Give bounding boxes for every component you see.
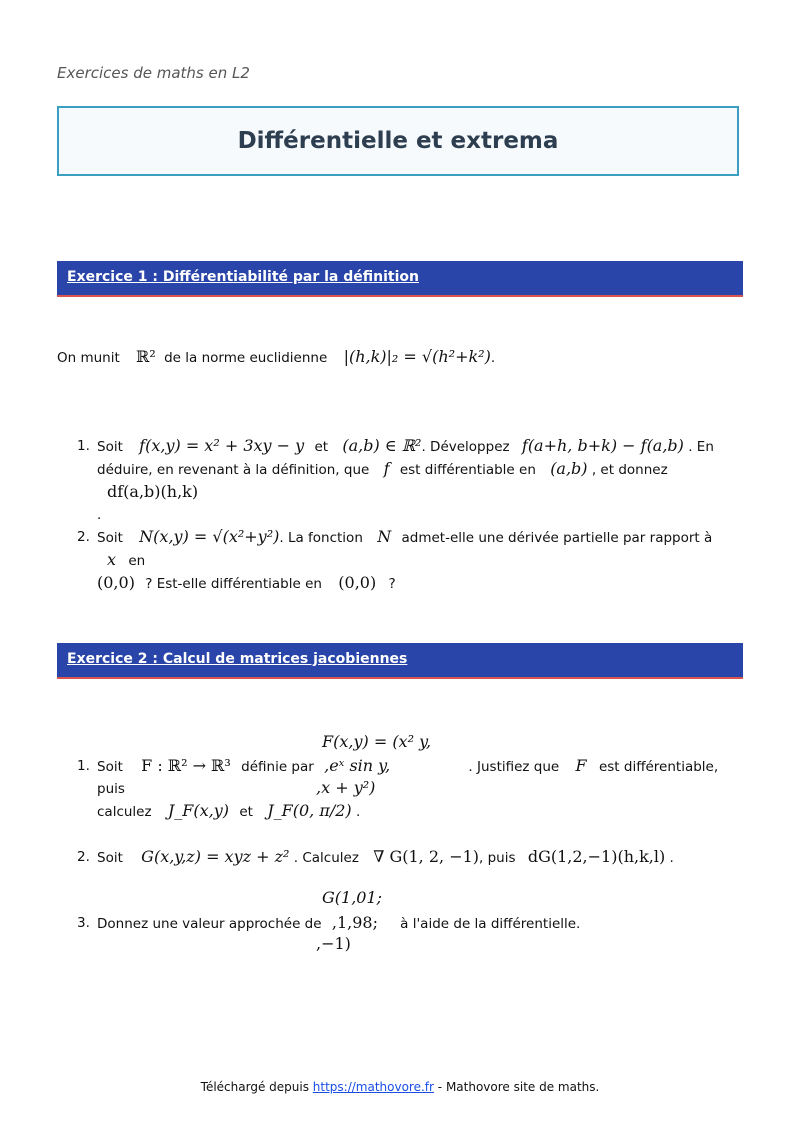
footer-link[interactable]: https://mathovore.fr bbox=[312, 1080, 434, 1094]
math-dg: dG(1,2,−1)(h,k,l) bbox=[527, 847, 666, 866]
exercise-2-header bbox=[57, 643, 743, 679]
footer-text: Téléchargé depuis bbox=[200, 1080, 309, 1094]
item-text: . Calculez bbox=[293, 850, 359, 866]
item-text: Soit bbox=[97, 759, 123, 775]
math-G-line3: ,−1) bbox=[316, 934, 351, 953]
math-origin: (0,0) bbox=[338, 573, 377, 592]
math-point: (a,b) ∈ ℝ² bbox=[342, 436, 422, 455]
item-text: , et donnez bbox=[591, 462, 668, 478]
math-function-g: G(x,y,z) = xyz + z² bbox=[141, 847, 290, 866]
item-text: . La fonction bbox=[279, 530, 363, 546]
math-G-line1: G(1,01; bbox=[322, 888, 383, 907]
item-text: et bbox=[239, 804, 253, 820]
item-text: . Justifiez que bbox=[468, 759, 560, 775]
item-text: Soit bbox=[97, 530, 123, 546]
item-text: . En déduire, en revenant à la définition, que bbox=[97, 439, 714, 478]
item-number: 2. bbox=[77, 529, 90, 545]
exercise-2-title[interactable]: Exercice 2 : Calcul de matrices jacobiennes bbox=[67, 651, 408, 667]
math-gradient: ∇ G(1, 2, −1) bbox=[373, 847, 480, 866]
intro-text: de la norme euclidienne bbox=[164, 350, 328, 366]
exercise-1-header bbox=[57, 261, 743, 297]
math-function-n: N(x,y) = √(x²+y²) bbox=[139, 527, 280, 546]
math-F: F bbox=[575, 756, 587, 775]
math-jacobian-at-point: J_F(0, π/2) bbox=[267, 801, 352, 820]
item-text: , puis bbox=[479, 850, 516, 866]
item-text: à l'aide de la différentielle. bbox=[400, 916, 581, 932]
item-text: ? Est-elle différentiable en bbox=[145, 576, 322, 592]
footer bbox=[0, 1080, 800, 1094]
math-F-line3: ,x + y²) bbox=[316, 778, 376, 797]
math-norm: |(h,k)|₂ = √(h²+k²) bbox=[343, 347, 491, 366]
item-text: . bbox=[97, 507, 102, 523]
item-text: définie par bbox=[241, 759, 314, 775]
item-number: 1. bbox=[77, 438, 90, 454]
math-x: x bbox=[107, 550, 117, 569]
math-F-line1: F(x,y) = (x² y, bbox=[322, 732, 432, 751]
list-item bbox=[77, 526, 743, 595]
site-kicker: Exercices de maths en L2 bbox=[57, 64, 250, 82]
item-text: ? bbox=[388, 576, 396, 592]
item-text: . bbox=[355, 804, 361, 820]
math-f: f bbox=[383, 459, 390, 478]
math-function-f: f(x,y) = x² + 3xy − y bbox=[139, 436, 305, 455]
item-number: 1. bbox=[77, 758, 90, 774]
item-number: 3. bbox=[77, 915, 90, 931]
item-text: Soit bbox=[97, 850, 123, 866]
footer-text: - Mathovore site de maths. bbox=[437, 1080, 600, 1094]
title-box bbox=[57, 106, 739, 176]
item-text: admet-elle une dérivée partielle par rapport à bbox=[401, 530, 713, 546]
exercise-1-title[interactable]: Exercice 1 : Différentiabilité par la définition bbox=[67, 269, 419, 285]
item-text: calculez bbox=[97, 804, 152, 820]
math-increment: f(a+h, b+k) − f(a,b) bbox=[521, 436, 684, 455]
math-jacobian: J_F(x,y) bbox=[167, 801, 230, 820]
item-text: est différentiable en bbox=[399, 462, 536, 478]
intro-text: . bbox=[490, 350, 496, 366]
math-origin: (0,0) bbox=[97, 573, 135, 592]
item-text: est différentiable, puis bbox=[97, 759, 719, 797]
exercise-1-intro bbox=[57, 347, 495, 366]
list-item bbox=[77, 846, 743, 869]
item-text: . Développez bbox=[421, 439, 510, 455]
list-item bbox=[77, 435, 743, 526]
math-ab: (a,b) bbox=[550, 459, 588, 478]
list-item-continued bbox=[77, 800, 743, 823]
math-F-line2: ,eˣ sin y, bbox=[324, 756, 391, 775]
page-title: Différentielle et extrema bbox=[237, 128, 559, 154]
math-r2: ℝ² bbox=[136, 347, 156, 366]
math-differential: df(a,b)(h,k) bbox=[107, 482, 199, 501]
math-n: N bbox=[377, 527, 392, 546]
item-text: et bbox=[314, 439, 329, 455]
math-map: F : ℝ² → ℝ³ bbox=[141, 756, 231, 775]
list-item bbox=[77, 755, 743, 800]
item-text: Donnez une valeur approchée de bbox=[97, 916, 322, 932]
item-text: Soit bbox=[97, 439, 123, 455]
item-number: 2. bbox=[77, 849, 90, 865]
list-item bbox=[77, 912, 743, 935]
item-text: en bbox=[128, 553, 146, 569]
intro-text: On munit bbox=[57, 350, 120, 366]
item-text: . bbox=[669, 850, 674, 866]
math-G-line2: ,1,98; bbox=[331, 913, 378, 932]
